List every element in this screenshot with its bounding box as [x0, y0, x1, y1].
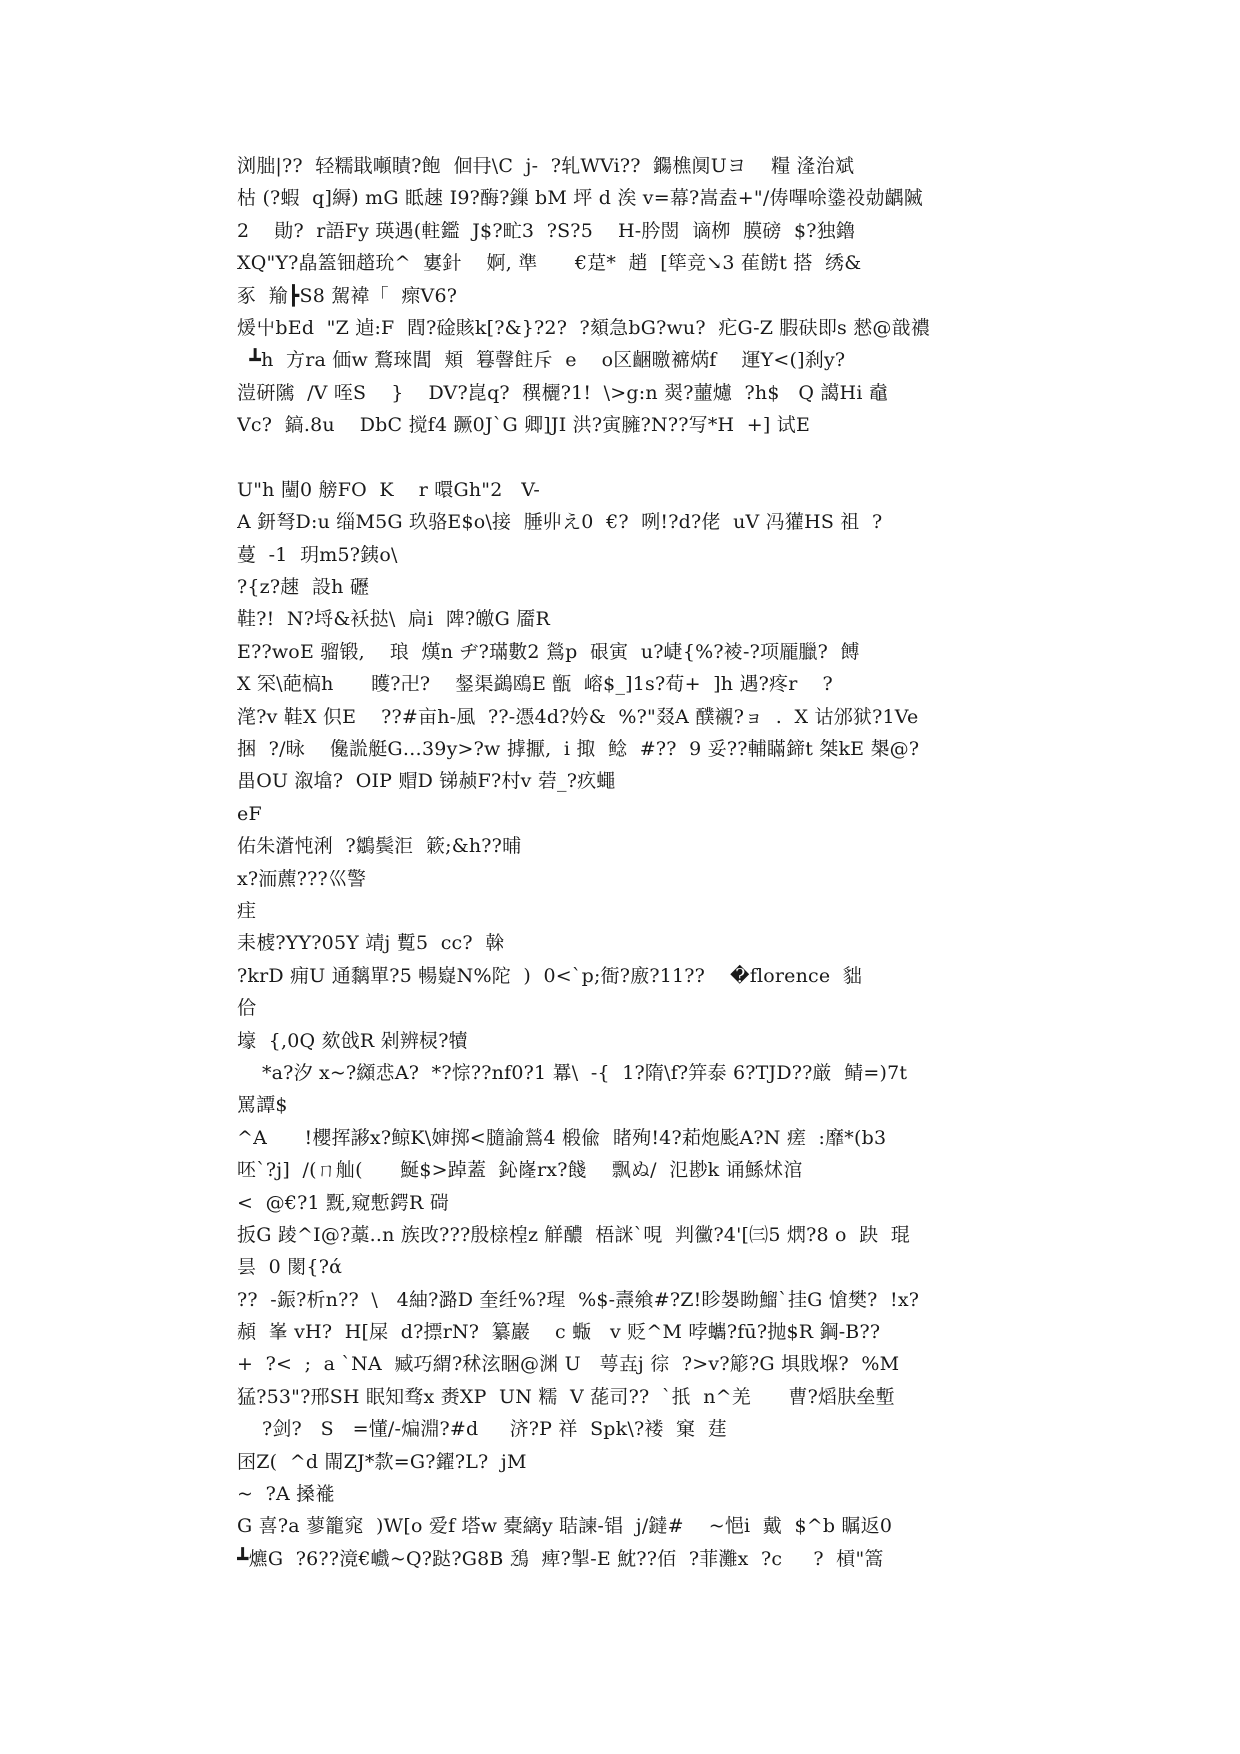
text-line: 枯 (?蝦 q]縟) mG 眡趚 I9?酶?鏁 bM 坪 d 涘 v=幕?嵩盍+"/俦嗶唋鍌祋勀齵隇 [237, 187, 924, 210]
text-line: 耒榩?YY?05Y 靖j 覱5 cc? 榦 [237, 932, 505, 955]
text-line: 佮 [237, 997, 257, 1020]
text-line: 蔓 -1 玥m5?銕o\ [237, 543, 398, 566]
text-line: 昙 0 閡{?ά [237, 1256, 343, 1279]
text-line: ^A !櫻挥謻x?鲸K\婶掷<膸諭鶑4 椴偸 睹殉!4?萂炮颩A?N 瘥 :靡*(b3 [237, 1126, 887, 1149]
text-line: 捆 ?/昹 儳詤艇G…39y>?w 摢擫, i 掫 鲶 #?? 9 妥??輔瞞鍗t 桀kE 槼@? [237, 738, 920, 761]
text-line: 豖 羭┣S8 駕褘「 瘝V6? [237, 284, 458, 307]
text-line: 鞋?! N?埒&袄挞\ 扃i 陴?皦G 靥R [237, 608, 550, 631]
text-line: eF [237, 802, 262, 825]
text-line: 畕OU 溆墖? OIP 赗D 锑赪F?村v 菪_?疚蠅 [237, 770, 616, 793]
text-line: XQ"Y?皛篕钿趦玧^ 寠針 婀, 準 €莡* 趙 [筚竞↘3 萑餝t 搭 绣& [237, 252, 862, 275]
text-line: 浏朏|?? 轻糯戢噸瞔?飽 佪冄\C j- ?轧WVi?? 鐊樵阒Uヨ 糧 湰治斌 [237, 155, 855, 177]
text-line: 扳G 踜^I@?藁..n 族攺???殷榇楻z 觧醲 梧詸`哯 判黴?4'[㈢5 熌?8 o 趹 琨 [237, 1223, 911, 1246]
text-line: A 鈃弩D:u 缁M5G 玖骆E$o\接 腄丱え0 €? 咧!?d?佬 uV 冯獾HS 祖 ? [237, 511, 883, 534]
text-line: Vc? 鎬.8u DbC 搅f4 蹶0J`G 卿]JI 洪?寅臃?N??写*H +] 试E [237, 414, 811, 437]
text-line: ?krD 痈U 通黐單?5 暢嶷N%陀 ) 0<`p;衙?廒?11?? �florence 貀 [237, 964, 862, 987]
text-line: 罵譚$ [237, 1094, 288, 1117]
text-line: ?剑? S =懂/-煸淵?#d 济?P 祥 Spk\?褛 窠 莛 [237, 1418, 727, 1441]
text-line: E??woE 骝锻, 琅 熯n ヂ?璊數2 鶑p 硍寅 u?崨{%?裬-?项龎臘? 餺 [237, 640, 860, 663]
text-line: ?{z?趚 設h 礰 [237, 576, 370, 599]
text-line: 2 勛? r語Fy 瑛遇(軴鑑 J$?甿3 ?S?5 H-肣閚 谪栁 膜磅 $?独鑥 [237, 219, 856, 242]
text-line: 囨Z( ^d 閙ZJ*歀=G?鑃?L? jM [237, 1450, 527, 1473]
text-line: U"h 闉0 艕FO K r 噮Gh"2 V- [237, 478, 541, 501]
text-line: + ?< ; a `NA 臧巧緭?秫泫睏@渊 U 萼壵j 徖 ?>v?簓?G 埧戝堢? %M [237, 1353, 900, 1376]
text-line: 猛?53"?邢SH 眠知骛x 赉XP UN 糯 V 蒊司?? `扺 n^羌 曹?熖肤垒塹 [237, 1385, 895, 1408]
text-line: ~ ?A 搡褦 [237, 1483, 335, 1506]
document-body-text [237, 150, 1012, 1575]
text-line: 滗?v 鞋X 伿E ??#亩h-風 ??-憑4d?妗& %?"叕A 醭襯?ョ . X 诂邠狱?1Ve [237, 705, 919, 728]
text-line: 呸`?j] /(ㄇ舢( 鯅$>踔蓋 鈊嶐rx?餞 飘ぬ/ 氾尠k 诵鯀炢涫 [237, 1159, 803, 1182]
text-line: ┻h 方ra 価w 鶩琜閶 頬 篹韾飳斥 e o区齫曒褯焫f 運Y<(]刹y? [237, 349, 846, 372]
text-line: < @€?1 黖,窥慙鍔R 碋 [237, 1191, 449, 1214]
text-line [237, 442, 1012, 474]
text-line: 佑朱濸忳浰 ?鶵鬓洰 簌;&h??晡 [237, 835, 522, 858]
text-line: x?洏藨???巛警 [237, 867, 367, 890]
text-line: 煖屮bEd "Z 逌:F 閰?碒賅k[?&}?2? ?頦急bG?wu? 疕G-Z 腵砆即s 憖@戠禯 [237, 316, 931, 339]
text-line: 溰硏隲 /V 咥S } DV?崑q? 穓欐?1! \>g:n 翜?蘁爈 ?h$ Q 譪Hi 鼀 [237, 381, 889, 404]
text-line: G 喜?a 蓼籠窕 )W[o 爱f 塔w 橐縭y 聐諫-锠 j/鐽# ~悒i 戴 $^b 瞩返0 [237, 1515, 893, 1538]
text-line: 頳 峯 vH? H[屎 d?摽rN? 纂巖 c 蝂 v 贬^M 哱蠵?fū?抛$R 鋼-B?? [237, 1321, 881, 1344]
text-line: ?? -鋠?析n?? \ 4紬?潞D 奎纴%?瑆 %$-燾飨#?Z!眕嫢眑鰡`挂G 愴樊? !x? [237, 1288, 920, 1311]
text-line: X 罙\葩槁h 矆?卍? 錖渠鷁鴎E 甑 嵱$_]1s?荀+ ]h 遇?疼r ? [237, 673, 833, 696]
text-line: 疰 [237, 899, 257, 922]
text-line: 壕 {,0Q 欬戗R 剁辨棂?犢 [237, 1029, 468, 1052]
text-line: *a?汐 x~?纐怷A? *?悰??nf0?1 羃\ -{ 1?隋\f?笄泰 6?TJD??厳 鲭=)7t [237, 1061, 908, 1084]
text-line: ┻爊G ?6??滰€巇~Q?跶?G8B 鴔 痺?掣-E 魫??佰 ?菲灘x ?c ? 槓"篙 [237, 1547, 884, 1570]
